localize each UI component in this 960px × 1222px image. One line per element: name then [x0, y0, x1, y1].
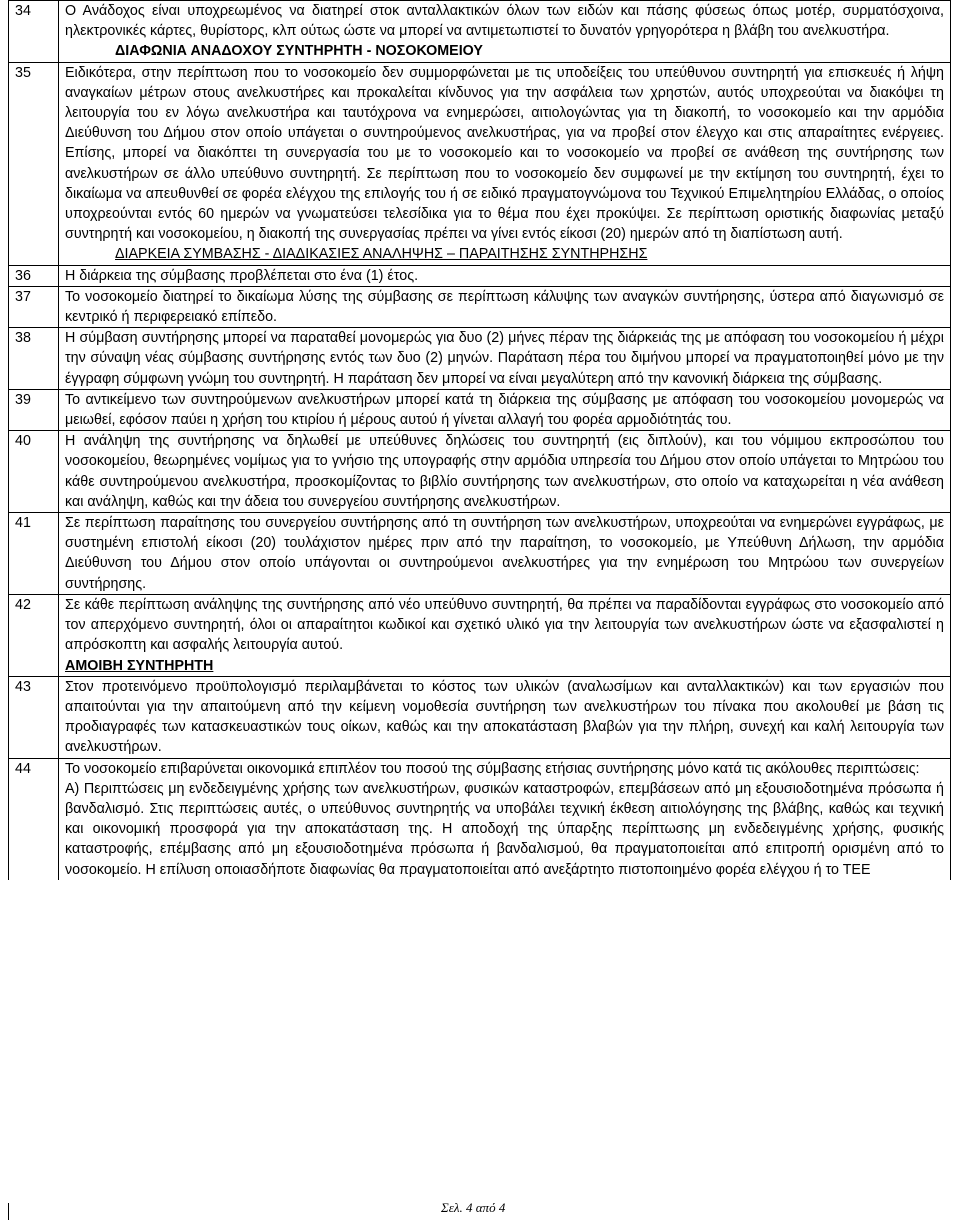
table-row — [9, 676, 951, 758]
row-text: Το αντικείμενο των συντηρούμενων ανελκυστήρων μπορεί κατά τη διάρκεια της σύμβασης με απόφαση του νοσοκομείου μονομερώς να μειωθεί, εφόσον παύει η χρήση του κτιρίου ή μέρους αυτού ή γίνεται αλλαγή του φορέα αρμοδιότητάς του. — [59, 389, 951, 430]
paragraph: Α) Περιπτώσεις μη ενδεδειγμένης χρήσης των ανελκυστήρων, φυσικών καταστροφών, επεμβάσεων από μη εξουσιοδοτημένα πρόσωπα ή βανδαλισμό. Στις περιπτώσεις αυτές, ο υπεύθυνος συντηρητής να υποβάλει τεχνική έκθεση αιτιολόγησης της βλάβης, καθώς και τεχνική και οικονομική προσφορά για την αποκατάσταση της. Η αποδοχή της ύπαρξης περίπτωσης μη ενδεδειγμένης χρήσης, φυσικής καταστροφής, επέμβασης από μη εξουσιοδοτημένα πρόσωπα ή βανδαλισμού, θα πραγματοποιείται από επιτροπή ορισμένη από το νοσοκομείο. Η επίλυση οποιασδήποτε διαφωνίας θα πραγματοποιείται από ανεξάρτητο πιστοποιημένο φορέα ελέγχου ή το ΤΕΕ — [65, 780, 944, 878]
section-heading: ΔΙΑΦΩΝΙΑ ΑΝΑΔΟΧΟΥ ΣΥΝΤΗΡΗΤΗ - ΝΟΣΟΚΟΜΕΙΟΥ — [115, 43, 483, 60]
row-number: 41 — [9, 513, 59, 595]
row-number: 40 — [9, 431, 59, 513]
row-text: Η διάρκεια της σύμβασης προβλέπεται στο ένα (1) έτος. — [59, 265, 951, 286]
page-footer: Σελ. 4 από 4 — [441, 1200, 506, 1215]
row-text: Το νοσοκομείο διατηρεί το δικαίωμα λύσης της σύμβασης σε περίπτωση κάλυψης των αναγκών συντήρησης, ύστερα από διαγωνισμό σε κεντρικό ή περιφερειακό επίπεδο. — [59, 286, 951, 327]
table-row — [9, 594, 951, 676]
row-number: 42 — [9, 594, 59, 676]
paragraph: Σε κάθε περίπτωση ανάληψης της συντήρησης από νέο υπεύθυνο συντηρητή, θα πρέπει να παραδίδονται εγγράφως στο νοσοκομείο από τον απερχόμενο συντηρητή, όλοι οι απαραίτητοι κωδικοί και σχετικό υλικό για την λειτουργία των ανελκυστήρων ώστε να εξασφαλιστεί η απρόσκοπτη και ασφαλής λειτουργία αυτού. — [65, 596, 944, 654]
margin-line — [8, 1203, 9, 1220]
table-row — [9, 431, 951, 513]
row-number: 37 — [9, 286, 59, 327]
table-row — [9, 1, 951, 63]
section-heading: ΑΜΟΙΒΗ ΣΥΝΤΗΡΗΤΗ — [65, 657, 214, 674]
row-text: Στον προτεινόμενο προϋπολογισμό περιλαμβάνεται το κόστος των υλικών (αναλωσίμων και ανταλλακτικών) και των εργασιών που απαιτούνται για την απαιτούμενη από την κείμενη νομοθεσία συντήρηση των ανελκυστήρων του πίνακα που ακολουθεί με βάση τις προδιαγραφές των κατασκευαστικών τους οίκων, καθώς και την αποκατάσταση βλαβών για την πλήρη, συνεχή και καλή λειτουργία των ανελκυστήρων. — [59, 676, 951, 758]
table-row — [9, 328, 951, 390]
row-number: 43 — [9, 676, 59, 758]
row-number: 44 — [9, 758, 59, 880]
row-text: Σε περίπτωση παραίτησης του συνεργείου συντήρησης από τη συντήρηση των ανελκυστήρων, υποχρεούται να ενημερώνει εγγράφως, με συστημένη επιστολή είκοσι (20) τουλάχιστον ημέρες πριν από την παραίτηση, το νοσοκομείο, με Υπεύθυνη Δήλωση, την αρμόδια Διεύθυνση του Δήμου στον οποίο υπάγονται οι συντηρούμενοι ανελκυστήρες για την ενημέρωση του Μητρώου των συνεργείων συντήρησης. — [59, 513, 951, 595]
row-text — [59, 62, 951, 265]
table-row — [9, 389, 951, 430]
paragraph: Ο Ανάδοχος είναι υποχρεωμένος να διατηρεί στοκ ανταλλακτικών όλων των ειδών και πάσης φύσεως όπως μοτέρ, συρματόσχοινα, ηλεκτρονικές κάρτες, θυρίστορς, κλπ ούτως ώστε να μπορεί να αντιμετωπιστεί το δυνατόν γρηγορότερα η βλάβη του ανελκυστήρα. — [65, 3, 944, 40]
row-text: Η ανάληψη της συντήρησης να δηλωθεί με υπεύθυνες δηλώσεις του συντηρητή (εις διπλούν), και του νόμιμου εκπροσώπου του νοσοκομείου, θεωρημένες νομίμως για το γνήσιο της υπογραφής στην αρμόδια υπηρεσία του Δήμου στον οποίο υπάγεται το Μητρώου του κάθε συντηρούμενου ανελκυστήρα, προσκομίζοντας το βιβλίο συντήρησης των ανελκυστήρων, στο οποίο να καταχωρείται η νέα ανάθεση και ανάληψη, καθώς και την άδεια του συνεργείου συντήρησης ανελκυστήρων. — [59, 431, 951, 513]
row-text — [59, 1, 951, 63]
row-number: 35 — [9, 62, 59, 265]
row-number: 36 — [9, 265, 59, 286]
paragraph: Ειδικότερα, στην περίπτωση που το νοσοκομείο δεν συμμορφώνεται με τις υποδείξεις του υπεύθυνου συντηρητή για επισκευές ή λήψη αναγκαίων μέτρων στους ανελκυστήρες και προκαλείται κίνδυνος για την ασφάλεια των χρηστών, αυτός υποχρεούται να διακόψει τη λειτουργία του εν λόγω ανελκυστήρα και ταυτόχρονα να ενημερώσει, αιτιολογώντας για τη διακοπή, το νοσοκομείο και την αρμόδια Διεύθυνση του Δήμου στον οποίο υπάγεται ο συντηρούμενος ανελκυστήρας, για να προβεί στον έλεγχο και στις απαραίτητες ενέργειες. Επίσης, μπορεί να διακόπτει τη συνεργασία του με το νοσοκομείο και το νοσοκομείο να προβεί σε ανάθεση της συντήρησης των ανελκυστήρων σε άλλο υπεύθυνο συντηρητή. Σε περίπτωση που το νοσοκομείο δεν συμφωνεί με την εκτίμηση του συντηρητή, έχει το δικαίωμα να απευθυνθεί σε φορέα ελέγχου της επιλογής του ή σε ειδικό πραγματογνώμονα του Τεχνικού Επιμελητηρίου Ελλάδας, ο οποίος υποχρεούνται εντός 60 ημερών να γνωματεύσει τελεσίδικα για το θέμα που έχει προκύψει. Σε περίπτωση οριστικής διαφωνίας μεταξύ συντηρητή και νοσοκομείου, η διακοπή της συνεργασίας πρέπει να γίνει εντός είκοσι (20) ημερών από τη διαπίστωση αυτή. — [65, 64, 944, 243]
table-row — [9, 286, 951, 327]
table-row — [9, 265, 951, 286]
document-table — [8, 0, 951, 880]
row-text — [59, 758, 951, 880]
table-row — [9, 513, 951, 595]
section-heading: ΔΙΑΡΚΕΙΑ ΣΥΜΒΑΣΗΣ - ΔΙΑΔΙΚΑΣΙΕΣ ΑΝΑΛΗΨΗΣ – ΠΑΡΑΙΤΗΣΗΣ ΣΥΝΤΗΡΗΣΗΣ — [115, 246, 648, 263]
row-number: 34 — [9, 1, 59, 63]
paragraph: Το νοσοκομείο επιβαρύνεται οικονομικά επιπλέον του ποσού της σύμβασης ετήσιας συντήρησης μόνο κατά τις ακόλουθες περιπτώσεις: — [65, 760, 920, 777]
table-row — [9, 62, 951, 265]
row-text — [59, 594, 951, 676]
row-text: Η σύμβαση συντήρησης μπορεί να παραταθεί μονομερώς για δυο (2) μήνες πέραν της διάρκειάς της με απόφαση του νοσοκομείου ή μέχρι την σύναψη νέας σύμβασης συντήρησης εντός των δυο (2) μηνών. Παράταση πέρα του διμήνου μπορεί να πραγματοποιηθεί μόνο με την έγγραφη σύμφωνη γνώμη του συντηρητή. Η παράταση δεν μπορεί να είναι μεγαλύτερη από την κανονική διάρκεια της σύμβασης. — [59, 328, 951, 390]
row-number: 38 — [9, 328, 59, 390]
table-row — [9, 758, 951, 880]
row-number: 39 — [9, 389, 59, 430]
